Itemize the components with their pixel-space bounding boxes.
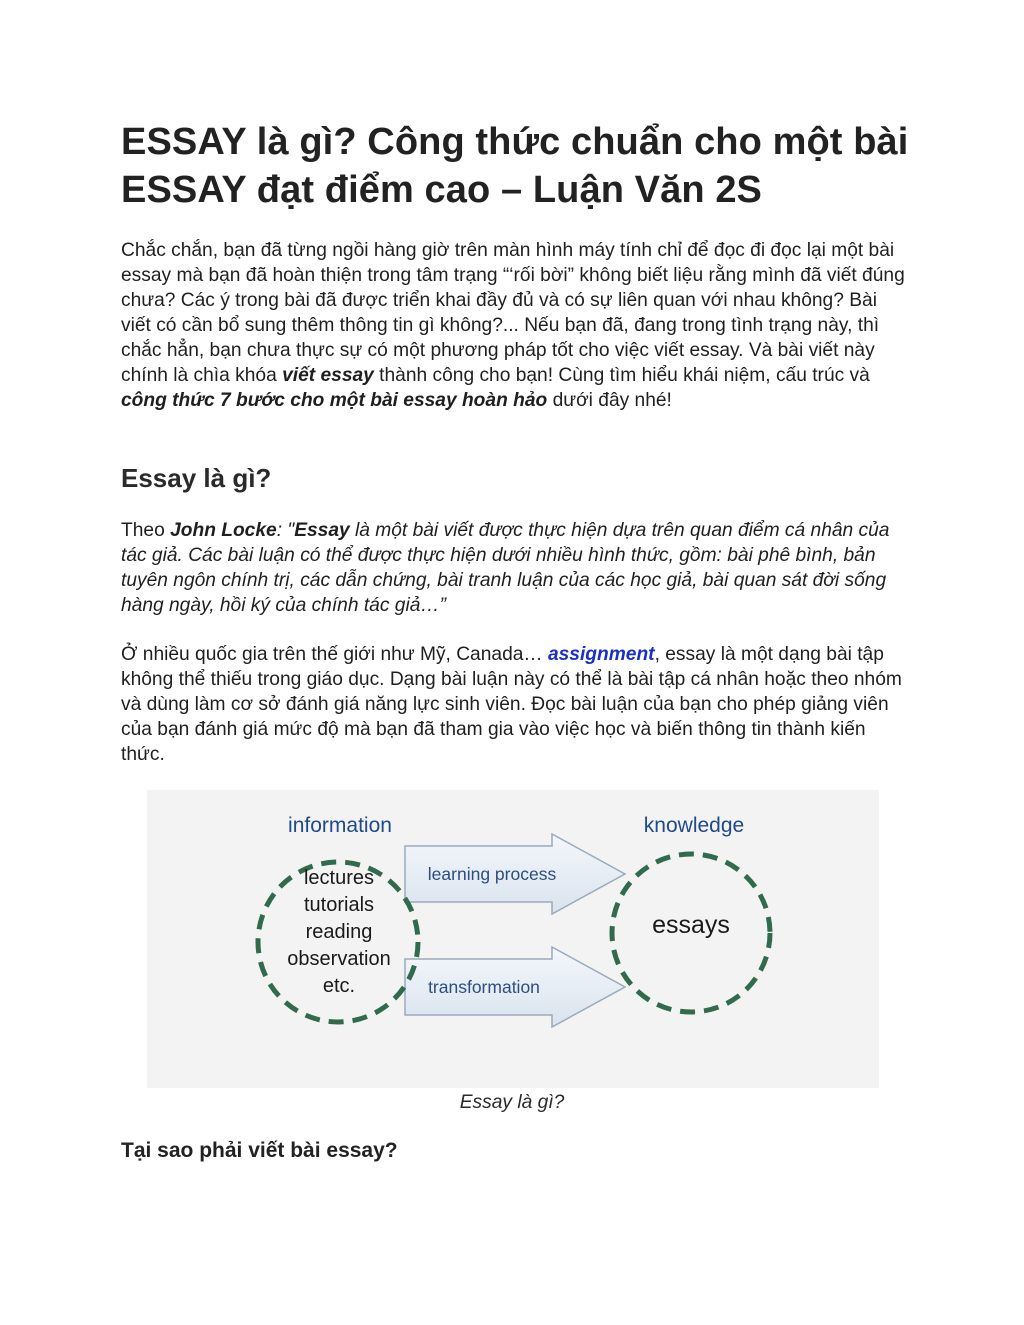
quote-body: là một bài viết được thực hiện dựa trên quan điểm cá nhân của tác giả. Các bài luận có thể được thực hiện dưới nhiều hình thức, gồm: bài phê bình, bản tuyên ngôn chính trị, các dẫn chứng, bài tranh luận của các học giả, bài quan sát đời sống hàng ngày, hồi ký của chính tác giả…” — [121, 520, 890, 616]
intro-paragraph — [121, 238, 907, 413]
information-item: lectures — [303, 867, 375, 889]
arrow-label-transformation: transformation — [428, 977, 540, 997]
arrow-label-learning-process: learning process — [427, 864, 557, 884]
knowledge-item-essays: essays — [652, 911, 730, 939]
diagram-title-knowledge: knowledge — [643, 814, 745, 837]
information-item: reading — [305, 921, 373, 943]
assignment-text-2: , essay là một dạng bài tập không thể thiếu trong giáo dục. Dạng bài luận này có thể là bài tập cá nhân hoặc theo nhóm và dùng làm cơ sở đánh giá năng lực sinh viên. Đọc bài luận của bạn cho phép giảng viên của bạn đánh giá mức độ mà bạn đã tham gia vào việc học và biến thông tin thành kiến thức. — [121, 644, 902, 765]
quote-author: John Locke — [170, 520, 277, 541]
arrow-transformation — [405, 947, 625, 1027]
assignment-paragraph — [121, 642, 907, 767]
section-heading-essay: Essay là gì? — [121, 463, 272, 493]
information-item: observation — [287, 948, 391, 970]
figure-caption: Essay là gì? — [459, 1092, 565, 1113]
essay-diagram-figure — [147, 790, 879, 1088]
quote-prefix: Theo — [121, 520, 171, 541]
essay-diagram — [147, 790, 879, 1088]
page-title: ESSAY là gì? Công thức chuẩn cho một bài ESSAY đạt điểm cao – Luận Văn 2S — [121, 121, 909, 211]
assignment-link[interactable]: assignment — [547, 644, 655, 665]
assignment-text-1: Ở nhiều quốc gia trên thế giới như Mỹ, Canada… — [121, 644, 548, 665]
intro-text-3: dưới đây nhé! — [547, 390, 672, 411]
intro-keyword-viet-essay: viết essay — [282, 365, 374, 386]
intro-keyword-7-steps: công thức 7 bước cho một bài essay hoàn hảo — [121, 390, 548, 411]
information-item: tutorials — [303, 894, 375, 916]
definition-paragraph — [121, 518, 907, 618]
arrow-learning-process — [405, 834, 625, 914]
intro-text-1: Chắc chắn, bạn đã từng ngồi hàng giờ trên màn hình máy tính chỉ để đọc đi đọc lại một bài essay mà bạn đã hoàn thiện trong tâm trạng “‘rối bời” không biết liệu rằng mình đã viết đúng chưa? Các ý trong bài đã được triển khai đầy đủ và có sự liên quan với nhau không? Bài viết có cần bổ sung thêm thông tin gì không?... Nếu bạn đã, đang trong tình trạng này, thì chắc hẳn, bạn chưa thực sự có một phương pháp tốt cho việc viết essay. Và bài viết này chính là chìa khóa — [121, 240, 905, 386]
information-item: etc. — [322, 975, 356, 997]
quote-colon: : " — [276, 520, 295, 541]
diagram-title-information: information — [288, 814, 392, 837]
quote-term: Essay — [294, 520, 350, 541]
section-heading-why-essay: Tại sao phải viết bài essay? — [121, 1139, 398, 1162]
intro-text-2: thành công cho bạn! Cùng tìm hiểu khái niệm, cấu trúc và — [373, 365, 870, 386]
